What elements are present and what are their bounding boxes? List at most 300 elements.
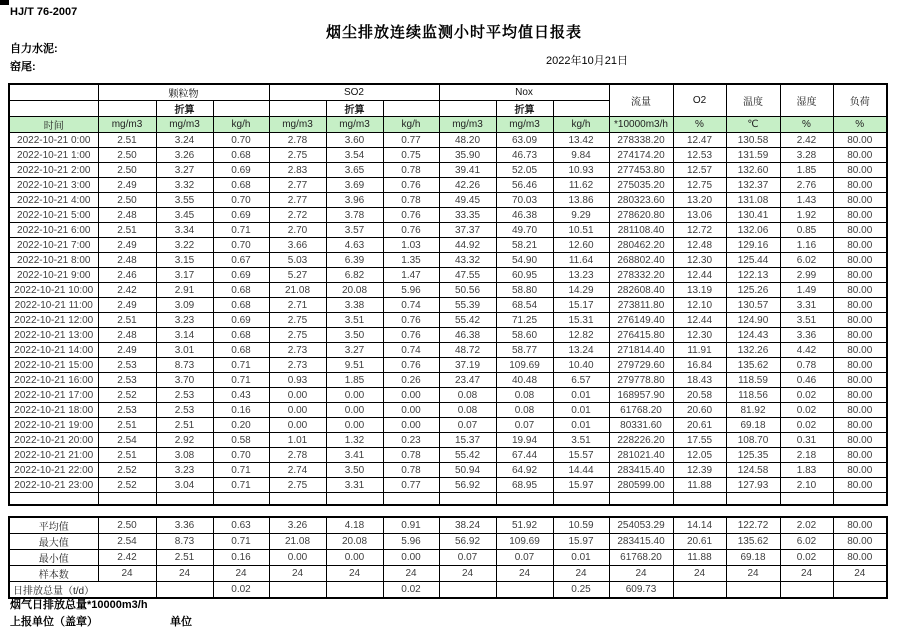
value-cell: 0.08 xyxy=(496,388,553,403)
flue-gas-daily-total-label: 烟气日排放总量*10000m3/h xyxy=(10,599,148,611)
value-cell: 3.17 xyxy=(156,268,213,283)
empty-cell xyxy=(439,493,496,505)
value-cell: 40.48 xyxy=(496,373,553,388)
hourly-row xyxy=(9,343,887,358)
value-cell: 3.22 xyxy=(156,238,213,253)
group-header-pm: 颗粒物 xyxy=(98,84,269,101)
time-cell: 2022-10-21 4:00 xyxy=(9,193,98,208)
value-cell: 2.75 xyxy=(269,313,326,328)
value-cell: 3.54 xyxy=(326,148,383,163)
value-cell: 1.85 xyxy=(780,163,833,178)
value-cell: 56.92 xyxy=(439,478,496,493)
value-cell: 3.50 xyxy=(326,463,383,478)
value-cell: 0.23 xyxy=(383,433,439,448)
value-cell: 68.54 xyxy=(496,298,553,313)
summary-value: 283415.40 xyxy=(609,534,673,550)
converted-label-nox: 折算 xyxy=(496,101,553,117)
value-cell: 0.02 xyxy=(780,418,833,433)
value-cell: 0.70 xyxy=(213,238,269,253)
summary-value: 0.63 xyxy=(213,517,269,534)
value-cell: 124.58 xyxy=(726,463,780,478)
value-cell: 108.70 xyxy=(726,433,780,448)
summary-value: 0.00 xyxy=(269,550,326,566)
hourly-row xyxy=(9,253,887,268)
empty-header-cell xyxy=(553,101,609,117)
value-cell: 80.00 xyxy=(833,193,887,208)
summary-value: 15.97 xyxy=(553,534,609,550)
value-cell: 2.99 xyxy=(780,268,833,283)
value-cell: 0.46 xyxy=(780,373,833,388)
daily-total-value xyxy=(439,582,496,599)
value-cell: 49.70 xyxy=(496,223,553,238)
summary-value: 24 xyxy=(726,566,780,582)
value-cell: 132.60 xyxy=(726,163,780,178)
value-cell: 2.78 xyxy=(269,133,326,148)
value-cell: 14.29 xyxy=(553,283,609,298)
converted-label-pm: 折算 xyxy=(156,101,213,117)
value-cell: 15.57 xyxy=(553,448,609,463)
value-cell: 0.76 xyxy=(383,358,439,373)
value-cell: 42.26 xyxy=(439,178,496,193)
value-cell: 55.39 xyxy=(439,298,496,313)
value-cell: 46.38 xyxy=(439,328,496,343)
value-cell: 1.03 xyxy=(383,238,439,253)
value-cell: 2.50 xyxy=(98,148,156,163)
value-cell: 0.00 xyxy=(269,418,326,433)
summary-value: 0.16 xyxy=(213,550,269,566)
daily-total-value xyxy=(780,582,833,599)
value-cell: 50.56 xyxy=(439,283,496,298)
hourly-row xyxy=(9,178,887,193)
value-cell: 58.21 xyxy=(496,238,553,253)
summary-value: 8.73 xyxy=(156,534,213,550)
value-cell: 2.72 xyxy=(269,208,326,223)
value-cell: 0.77 xyxy=(383,133,439,148)
value-cell: 3.32 xyxy=(156,178,213,193)
daily-total-label: 日排放总量（t/d） xyxy=(9,582,156,599)
value-cell: 0.68 xyxy=(213,148,269,163)
group-header-nox: Nox xyxy=(439,84,609,101)
value-cell: 3.23 xyxy=(156,313,213,328)
summary-value: 5.96 xyxy=(383,534,439,550)
value-cell: 12.82 xyxy=(553,328,609,343)
value-cell: 3.50 xyxy=(326,328,383,343)
value-cell: 12.53 xyxy=(673,148,726,163)
unit-temperature: ℃ xyxy=(726,117,780,133)
summary-value: 6.02 xyxy=(780,534,833,550)
value-cell: 273811.80 xyxy=(609,298,673,313)
value-cell: 0.01 xyxy=(553,403,609,418)
value-cell: 12.39 xyxy=(673,463,726,478)
daily-total-value: 0.02 xyxy=(383,582,439,599)
value-cell: 13.23 xyxy=(553,268,609,283)
empty-cell xyxy=(726,493,780,505)
header-load: 负荷 xyxy=(833,84,887,117)
empty-header-cell xyxy=(439,101,496,117)
value-cell: 10.51 xyxy=(553,223,609,238)
summary-value: 10.59 xyxy=(553,517,609,534)
value-cell: 3.96 xyxy=(326,193,383,208)
value-cell: 48.20 xyxy=(439,133,496,148)
daily-total-value xyxy=(726,582,780,599)
value-cell: 12.44 xyxy=(673,313,726,328)
summary-label: 样本数 xyxy=(9,566,98,582)
unit-pm-mgm3: mg/m3 xyxy=(98,117,156,133)
header-o2: O2 xyxy=(673,84,726,117)
value-cell: 0.07 xyxy=(439,418,496,433)
summary-value: 0.71 xyxy=(213,534,269,550)
time-cell: 2022-10-21 16:00 xyxy=(9,373,98,388)
page-title: 烟尘排放连续监测小时平均值日报表 xyxy=(325,24,582,41)
value-cell: 39.41 xyxy=(439,163,496,178)
value-cell: 11.88 xyxy=(673,478,726,493)
hourly-row xyxy=(9,478,887,493)
summary-row xyxy=(9,517,887,534)
value-cell: 2.51 xyxy=(156,418,213,433)
value-cell: 122.13 xyxy=(726,268,780,283)
value-cell: 80331.60 xyxy=(609,418,673,433)
summary-value: 20.08 xyxy=(326,534,383,550)
hourly-row xyxy=(9,193,887,208)
value-cell: 0.00 xyxy=(326,418,383,433)
empty-header-cell xyxy=(213,101,269,117)
value-cell: 3.41 xyxy=(326,448,383,463)
value-cell: 13.06 xyxy=(673,208,726,223)
value-cell: 0.77 xyxy=(383,478,439,493)
hourly-row xyxy=(9,373,887,388)
value-cell: 80.00 xyxy=(833,253,887,268)
value-cell: 268802.40 xyxy=(609,253,673,268)
hourly-row xyxy=(9,418,887,433)
summary-value: 135.62 xyxy=(726,534,780,550)
unit-humidity: % xyxy=(780,117,833,133)
value-cell: 0.20 xyxy=(213,418,269,433)
hourly-row xyxy=(9,298,887,313)
hourly-data-table xyxy=(8,83,888,506)
value-cell: 9.51 xyxy=(326,358,383,373)
value-cell: 10.40 xyxy=(553,358,609,373)
value-cell: 3.01 xyxy=(156,343,213,358)
value-cell: 13.24 xyxy=(553,343,609,358)
time-cell: 2022-10-21 20:00 xyxy=(9,433,98,448)
summary-value: 24 xyxy=(833,566,887,582)
value-cell: 277453.80 xyxy=(609,163,673,178)
value-cell: 20.58 xyxy=(673,388,726,403)
value-cell: 33.35 xyxy=(439,208,496,223)
summary-value: 0.00 xyxy=(326,550,383,566)
value-cell: 12.75 xyxy=(673,178,726,193)
value-cell: 0.76 xyxy=(383,313,439,328)
value-cell: 3.27 xyxy=(156,163,213,178)
value-cell: 19.94 xyxy=(496,433,553,448)
value-cell: 2.50 xyxy=(98,163,156,178)
value-cell: 1.32 xyxy=(326,433,383,448)
summary-value: 2.50 xyxy=(98,517,156,534)
value-cell: 20.60 xyxy=(673,403,726,418)
value-cell: 5.03 xyxy=(269,253,326,268)
empty-cell xyxy=(833,493,887,505)
value-cell: 0.78 xyxy=(383,163,439,178)
unit-so2-converted: mg/m3 xyxy=(326,117,383,133)
value-cell: 2.48 xyxy=(98,328,156,343)
value-cell: 3.15 xyxy=(156,253,213,268)
value-cell: 80.00 xyxy=(833,148,887,163)
value-cell: 12.72 xyxy=(673,223,726,238)
value-cell: 35.90 xyxy=(439,148,496,163)
summary-value: 2.02 xyxy=(780,517,833,534)
time-cell: 2022-10-21 10:00 xyxy=(9,283,98,298)
value-cell: 48.72 xyxy=(439,343,496,358)
value-cell: 80.00 xyxy=(833,358,887,373)
summary-value: 0.07 xyxy=(439,550,496,566)
value-cell: 1.92 xyxy=(780,208,833,223)
value-cell: 3.09 xyxy=(156,298,213,313)
unit-load: % xyxy=(833,117,887,133)
summary-value: 0.00 xyxy=(383,550,439,566)
time-cell: 2022-10-21 8:00 xyxy=(9,253,98,268)
value-cell: 3.57 xyxy=(326,223,383,238)
value-cell: 2.71 xyxy=(269,298,326,313)
hourly-row xyxy=(9,403,887,418)
value-cell: 13.42 xyxy=(553,133,609,148)
value-cell: 43.32 xyxy=(439,253,496,268)
value-cell: 280599.00 xyxy=(609,478,673,493)
value-cell: 11.64 xyxy=(553,253,609,268)
summary-value: 21.08 xyxy=(269,534,326,550)
value-cell: 125.35 xyxy=(726,448,780,463)
value-cell: 0.71 xyxy=(213,478,269,493)
value-cell: 276415.80 xyxy=(609,328,673,343)
summary-value: 24 xyxy=(609,566,673,582)
value-cell: 0.69 xyxy=(213,313,269,328)
value-cell: 12.30 xyxy=(673,328,726,343)
value-cell: 0.78 xyxy=(383,448,439,463)
value-cell: 0.01 xyxy=(553,418,609,433)
value-cell: 0.74 xyxy=(383,343,439,358)
value-cell: 20.08 xyxy=(326,283,383,298)
value-cell: 0.00 xyxy=(269,403,326,418)
summary-value: 38.24 xyxy=(439,517,496,534)
summary-value: 2.51 xyxy=(156,550,213,566)
value-cell: 21.08 xyxy=(269,283,326,298)
value-cell: 3.51 xyxy=(780,313,833,328)
value-cell: 109.69 xyxy=(496,358,553,373)
value-cell: 2.70 xyxy=(269,223,326,238)
value-cell: 118.56 xyxy=(726,388,780,403)
unit-o2: % xyxy=(673,117,726,133)
empty-cell xyxy=(98,493,156,505)
summary-value: 14.14 xyxy=(673,517,726,534)
value-cell: 4.42 xyxy=(780,343,833,358)
value-cell: 52.05 xyxy=(496,163,553,178)
value-cell: 3.24 xyxy=(156,133,213,148)
daily-total-value xyxy=(156,582,213,599)
value-cell: 37.19 xyxy=(439,358,496,373)
unit-pm-converted: mg/m3 xyxy=(156,117,213,133)
value-cell: 2.91 xyxy=(156,283,213,298)
value-cell: 3.08 xyxy=(156,448,213,463)
value-cell: 11.91 xyxy=(673,343,726,358)
empty-cell xyxy=(213,493,269,505)
value-cell: 44.92 xyxy=(439,238,496,253)
value-cell: 80.00 xyxy=(833,463,887,478)
unit-nox-converted: mg/m3 xyxy=(496,117,553,133)
value-cell: 282608.40 xyxy=(609,283,673,298)
empty-cell xyxy=(9,493,98,505)
value-cell: 0.00 xyxy=(269,388,326,403)
value-cell: 6.82 xyxy=(326,268,383,283)
value-cell: 0.69 xyxy=(213,268,269,283)
value-cell: 0.76 xyxy=(383,223,439,238)
time-cell: 2022-10-21 23:00 xyxy=(9,478,98,493)
reporting-unit-label: 上报单位（盖章） xyxy=(10,616,98,628)
value-cell: 280462.20 xyxy=(609,238,673,253)
value-cell: 278338.20 xyxy=(609,133,673,148)
report-date: 2022年10月21日 xyxy=(546,55,628,67)
converted-label-so2: 折算 xyxy=(326,101,383,117)
time-cell: 2022-10-21 11:00 xyxy=(9,298,98,313)
value-cell: 2.10 xyxy=(780,478,833,493)
value-cell: 13.86 xyxy=(553,193,609,208)
value-cell: 3.23 xyxy=(156,463,213,478)
summary-value: 80.00 xyxy=(833,534,887,550)
unit-flow: *10000m3/h xyxy=(609,117,673,133)
value-cell: 80.00 xyxy=(833,433,887,448)
hourly-tbody xyxy=(9,133,887,505)
hourly-row xyxy=(9,463,887,478)
value-cell: 56.46 xyxy=(496,178,553,193)
empty-cell xyxy=(383,493,439,505)
header-flow: 流量 xyxy=(609,84,673,117)
daily-total-value xyxy=(269,582,326,599)
value-cell: 125.26 xyxy=(726,283,780,298)
value-cell: 2.52 xyxy=(98,388,156,403)
value-cell: 130.41 xyxy=(726,208,780,223)
summary-value: 24 xyxy=(213,566,269,582)
value-cell: 0.02 xyxy=(780,388,833,403)
value-cell: 23.47 xyxy=(439,373,496,388)
value-cell: 60.95 xyxy=(496,268,553,283)
value-cell: 0.70 xyxy=(213,133,269,148)
value-cell: 132.26 xyxy=(726,343,780,358)
summary-value: 51.92 xyxy=(496,517,553,534)
time-cell: 2022-10-21 7:00 xyxy=(9,238,98,253)
header-row-pollutants xyxy=(9,84,887,101)
value-cell: 17.55 xyxy=(673,433,726,448)
empty-cell xyxy=(156,493,213,505)
summary-value: 3.36 xyxy=(156,517,213,534)
value-cell: 2.49 xyxy=(98,178,156,193)
time-cell: 2022-10-21 21:00 xyxy=(9,448,98,463)
unit-label: 单位 xyxy=(170,616,192,628)
value-cell: 0.68 xyxy=(213,283,269,298)
value-cell: 0.68 xyxy=(213,343,269,358)
value-cell: 281021.40 xyxy=(609,448,673,463)
value-cell: 5.27 xyxy=(269,268,326,283)
value-cell: 2.53 xyxy=(98,358,156,373)
value-cell: 0.00 xyxy=(326,388,383,403)
daily-total-value: 0.02 xyxy=(213,582,269,599)
summary-value: 0.02 xyxy=(780,550,833,566)
value-cell: 15.17 xyxy=(553,298,609,313)
daily-total-value xyxy=(326,582,383,599)
value-cell: 1.85 xyxy=(326,373,383,388)
value-cell: 283415.40 xyxy=(609,463,673,478)
empty-cell xyxy=(326,493,383,505)
value-cell: 46.38 xyxy=(496,208,553,223)
value-cell: 2.46 xyxy=(98,268,156,283)
value-cell: 0.67 xyxy=(213,253,269,268)
value-cell: 0.08 xyxy=(496,403,553,418)
value-cell: 12.47 xyxy=(673,133,726,148)
value-cell: 3.28 xyxy=(780,148,833,163)
value-cell: 6.02 xyxy=(780,253,833,268)
value-cell: 3.65 xyxy=(326,163,383,178)
value-cell: 2.52 xyxy=(98,478,156,493)
value-cell: 1.83 xyxy=(780,463,833,478)
value-cell: 0.26 xyxy=(383,373,439,388)
value-cell: 0.76 xyxy=(383,208,439,223)
value-cell: 0.16 xyxy=(213,403,269,418)
time-cell: 2022-10-21 2:00 xyxy=(9,163,98,178)
value-cell: 2.53 xyxy=(98,403,156,418)
value-cell: 125.44 xyxy=(726,253,780,268)
value-cell: 12.05 xyxy=(673,448,726,463)
value-cell: 131.59 xyxy=(726,148,780,163)
value-cell: 0.00 xyxy=(383,418,439,433)
value-cell: 0.07 xyxy=(496,418,553,433)
value-cell: 2.49 xyxy=(98,298,156,313)
value-cell: 2.78 xyxy=(269,448,326,463)
value-cell: 168957.90 xyxy=(609,388,673,403)
value-cell: 80.00 xyxy=(833,448,887,463)
value-cell: 3.51 xyxy=(326,313,383,328)
value-cell: 14.44 xyxy=(553,463,609,478)
value-cell: 80.00 xyxy=(833,298,887,313)
summary-value: 0.91 xyxy=(383,517,439,534)
value-cell: 80.00 xyxy=(833,133,887,148)
time-cell: 2022-10-21 18:00 xyxy=(9,403,98,418)
value-cell: 2.48 xyxy=(98,208,156,223)
value-cell: 54.90 xyxy=(496,253,553,268)
summary-row xyxy=(9,550,887,566)
value-cell: 2.77 xyxy=(269,178,326,193)
value-cell: 2.18 xyxy=(780,448,833,463)
value-cell: 2.92 xyxy=(156,433,213,448)
value-cell: 2.75 xyxy=(269,478,326,493)
value-cell: 3.27 xyxy=(326,343,383,358)
value-cell: 80.00 xyxy=(833,178,887,193)
value-cell: 63.09 xyxy=(496,133,553,148)
value-cell: 47.55 xyxy=(439,268,496,283)
value-cell: 279729.60 xyxy=(609,358,673,373)
value-cell: 271814.40 xyxy=(609,343,673,358)
value-cell: 16.84 xyxy=(673,358,726,373)
value-cell: 0.02 xyxy=(780,403,833,418)
value-cell: 1.35 xyxy=(383,253,439,268)
summary-row xyxy=(9,534,887,550)
unit-so2-kgh: kg/h xyxy=(383,117,439,133)
value-cell: 0.76 xyxy=(383,178,439,193)
summary-value: 69.18 xyxy=(726,550,780,566)
value-cell: 2.42 xyxy=(780,133,833,148)
value-cell: 2.51 xyxy=(98,448,156,463)
value-cell: 278332.20 xyxy=(609,268,673,283)
empty-header-cell xyxy=(98,101,156,117)
value-cell: 2.77 xyxy=(269,193,326,208)
value-cell: 0.70 xyxy=(213,193,269,208)
value-cell: 281108.40 xyxy=(609,223,673,238)
